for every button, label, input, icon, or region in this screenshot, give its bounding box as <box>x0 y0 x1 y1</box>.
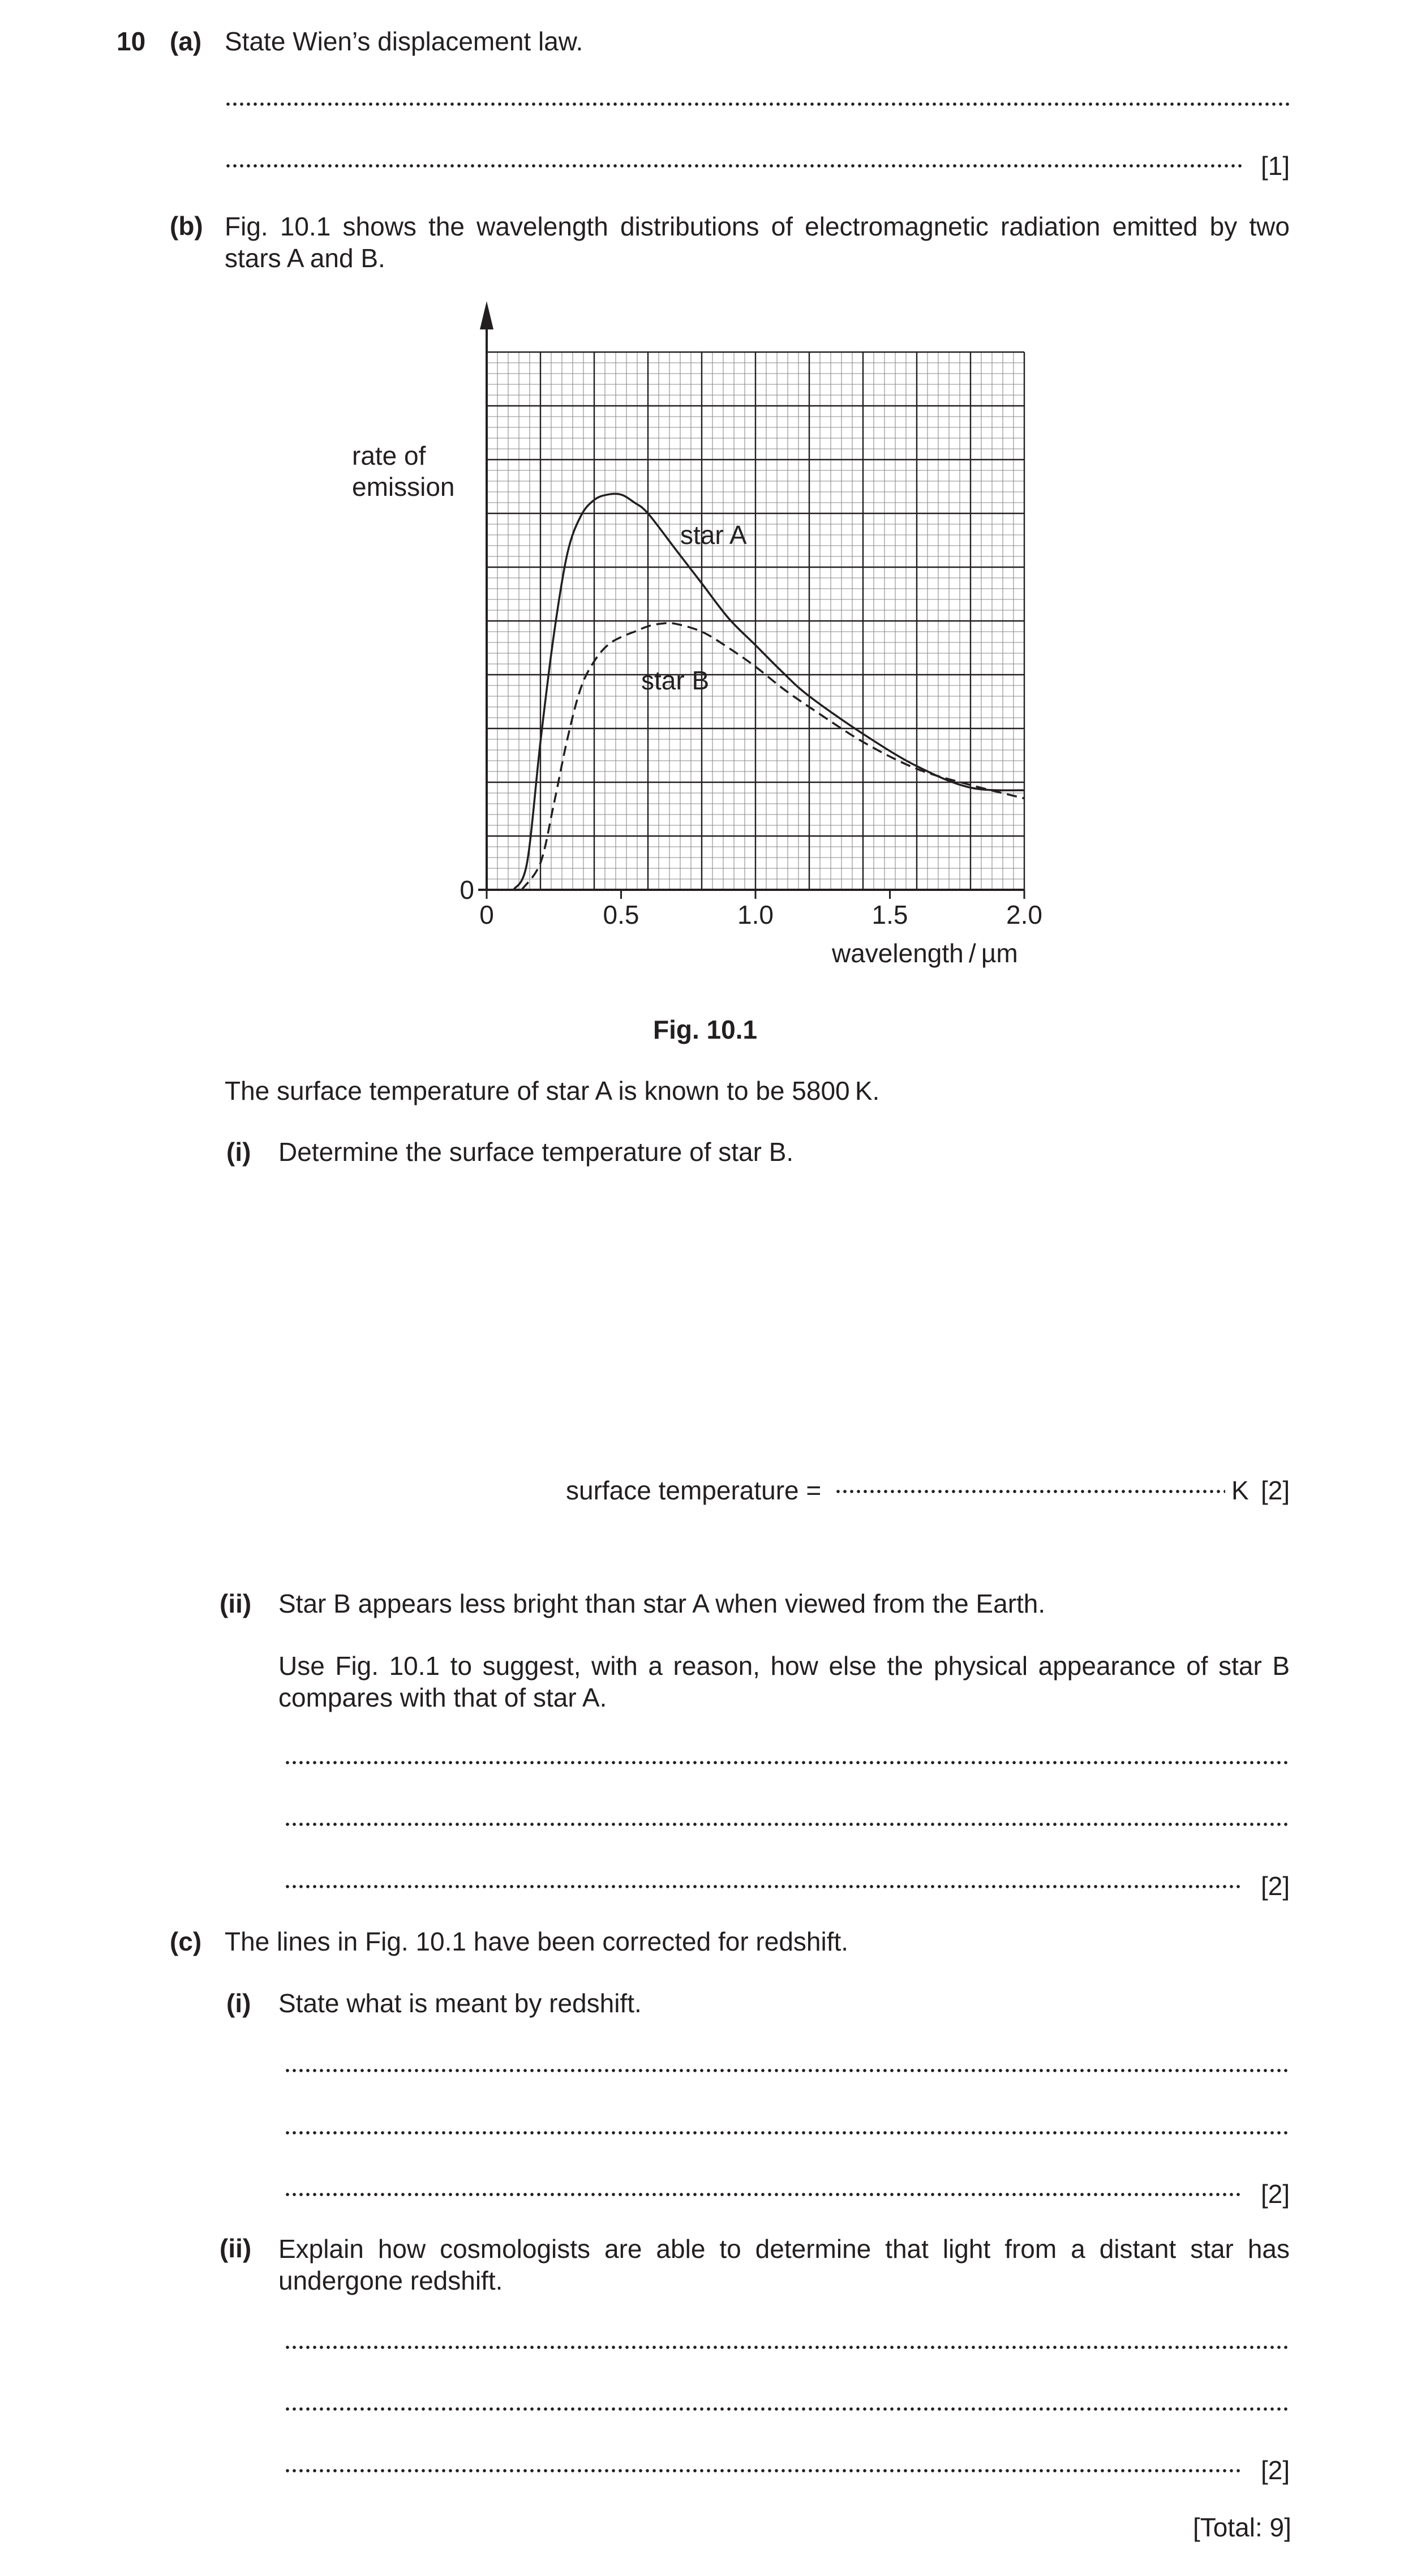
x-tick-label: 0.5 <box>603 900 639 929</box>
part-a-text: State Wien’s displacement law. <box>225 27 583 56</box>
x-axis-label: wavelength / µm <box>832 938 1018 968</box>
part-b-i-text: Determine the surface temperature of star B. <box>278 1137 794 1167</box>
answer-line[interactable] <box>284 1821 1290 1828</box>
part-b-ii-text2: Use Fig. 10.1 to suggest, with a reason, how else the physical appearance of star B compares with that of star A. <box>278 1651 1290 1712</box>
question-number: 10 <box>117 27 146 56</box>
answer-line[interactable] <box>284 2467 1243 2474</box>
marks-label: [1] <box>1261 151 1290 181</box>
part-b-i-label: (i) <box>226 1137 251 1167</box>
unit-label: K <box>1231 1476 1249 1505</box>
part-c-text: The lines in Fig. 10.1 have been corrected for redshift. <box>225 1927 849 1956</box>
answer-line[interactable] <box>284 1759 1290 1766</box>
part-c-label: (c) <box>170 1927 202 1956</box>
given-temperature: The surface temperature of star A is known to be 5800 K. <box>225 1076 880 1105</box>
y-tick-label: 0 <box>460 875 474 905</box>
marks-label: [2] <box>1261 1476 1290 1505</box>
figure-caption: Fig. 10.1 <box>653 1015 758 1044</box>
x-tick-label: 1.0 <box>737 900 774 929</box>
series-label-star-b: star B <box>641 666 710 695</box>
y-axis-label-line2: emission <box>352 472 455 502</box>
part-c-ii-text: Explain how cosmologists are able to determine that light from a distant star has undergone redshift. <box>278 2234 1290 2295</box>
answer-line[interactable] <box>284 2344 1290 2351</box>
part-a-label: (a) <box>170 27 202 56</box>
part-c-i-text: State what is meant by redshift. <box>278 1988 642 2018</box>
part-b-label: (b) <box>170 211 203 241</box>
part-c-i-label: (i) <box>226 1988 251 2018</box>
marks-label: [2] <box>1261 2455 1290 2485</box>
part-b-ii-text1: Star B appears less bright than star A when viewed from the Earth. <box>278 1589 1046 1618</box>
part-b-ii-label: (ii) <box>220 1589 252 1618</box>
series-line-star-a <box>514 494 1025 890</box>
y-axis-label-line1: rate of <box>352 441 426 470</box>
answer-line[interactable] <box>284 2067 1290 2074</box>
answer-line[interactable] <box>284 1883 1243 1890</box>
marks-label: [2] <box>1261 1871 1290 1901</box>
y-axis-arrow-icon <box>480 301 493 329</box>
part-c-ii-label: (ii) <box>220 2234 252 2263</box>
marks-label: [2] <box>1261 2179 1290 2209</box>
x-tick-label: 0 <box>479 900 494 929</box>
answer-line[interactable] <box>284 2406 1290 2412</box>
surface-temperature-answer-field[interactable] <box>835 1488 1225 1495</box>
series-label-star-a: star A <box>680 520 747 550</box>
x-tick-label: 2.0 <box>1006 900 1042 929</box>
answer-line[interactable] <box>284 2191 1243 2198</box>
part-b-text: Fig. 10.1 shows the wavelength distributions of electromagnetic radiation emitted by two stars A and B. <box>225 212 1290 273</box>
answer-label: surface temperature = <box>566 1476 822 1505</box>
wavelength-distribution-chart <box>0 0 1404 1019</box>
x-tick-label: 1.5 <box>871 900 908 929</box>
answer-line[interactable] <box>284 2129 1290 2136</box>
total-marks: [Total: 9] <box>1193 2513 1291 2542</box>
